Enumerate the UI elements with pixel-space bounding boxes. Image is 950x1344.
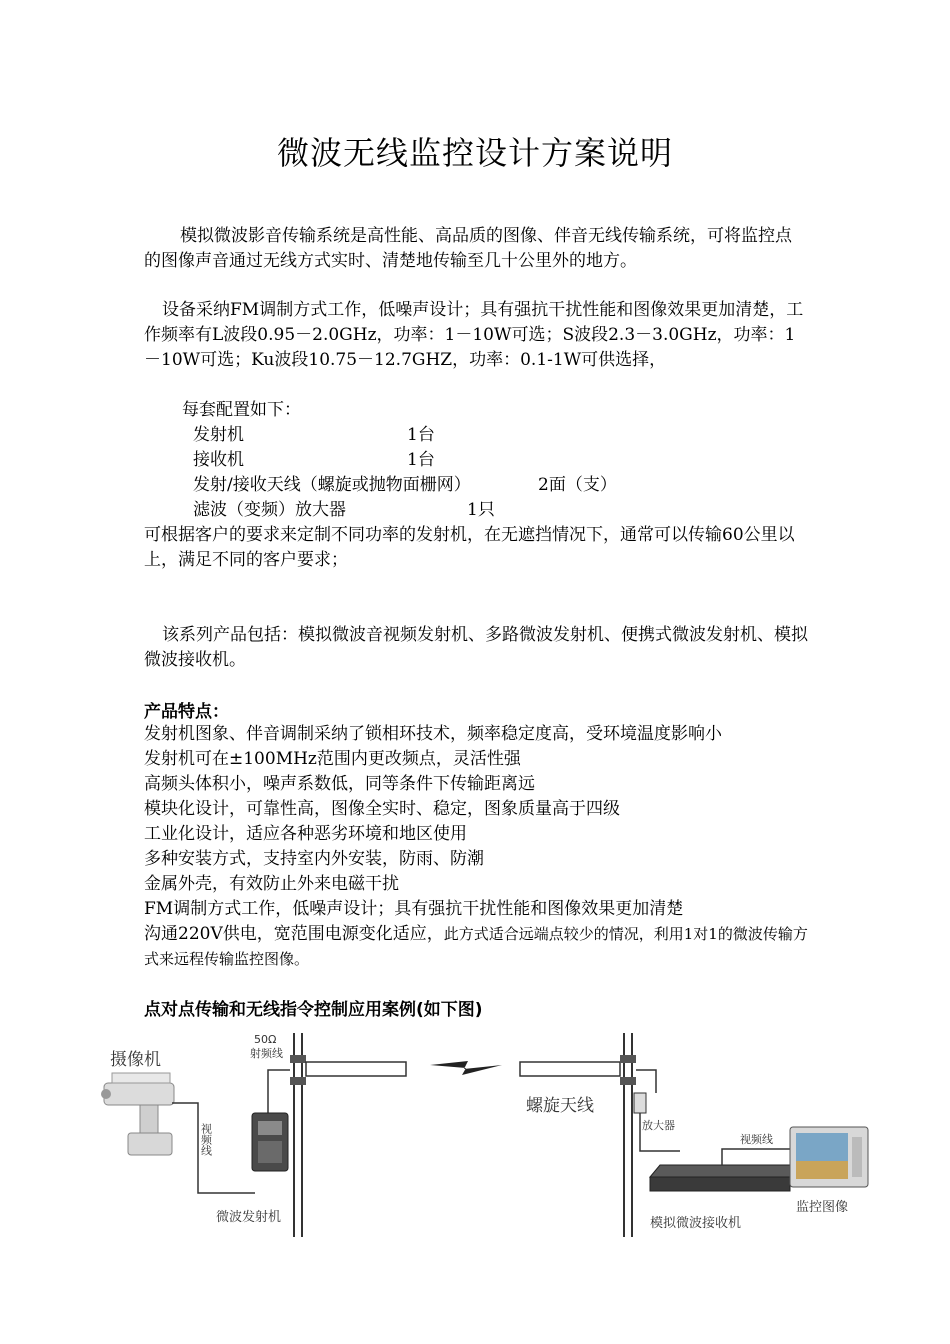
video-cable-right-label: 视频线: [740, 1133, 773, 1146]
monitor-label: 监控图像: [796, 1200, 849, 1215]
feature-item: 模块化设计，可靠性高，图像全实时、稳定，图象质量高于四级: [144, 799, 620, 819]
receiver-icon: [650, 1165, 800, 1191]
camera-icon: [101, 1073, 174, 1155]
application-diagram: [90, 1025, 880, 1245]
feature-item: 工业化设计，适应各种恶劣环境和地区使用: [144, 824, 467, 844]
config-item-name: 发射/接收天线（螺旋或抛物面栅网）: [193, 475, 471, 495]
feature-item: 发射机图象、伴音调制采纳了锁相环技术，频率稳定度高，受环境温度影响小: [144, 724, 722, 744]
config-item-name: 滤波（变频）放大器: [193, 500, 346, 520]
config-item-name: 发射机: [193, 425, 244, 445]
intro-paragraph: 模拟微波影音传输系统是高性能、高品质的图像、伴音无线传输系统，可将监控点的图像声音通过无线方式实时、清楚地传输至几十公里外的地方。: [144, 226, 792, 271]
camera-label: 摄像机: [110, 1050, 161, 1070]
config-item-qty: 2面（支）: [538, 475, 617, 495]
feature-item: 发射机可在±100MHz范围内更改频点，灵活性强: [144, 749, 521, 769]
power-paragraph: [144, 922, 808, 972]
method-text: 此方式适合远端点较少的情况，利用1对1的微波传输方式来远程传输监控图像。: [144, 925, 808, 968]
video-cable-left-line: [172, 1103, 255, 1193]
config-item-qty: 1台: [407, 425, 435, 445]
helix-antenna-label: 螺旋天线: [526, 1096, 594, 1116]
feature-item: FM调制方式工作，低噪声设计；具有强抗干扰性能和图像效果更加清楚: [144, 899, 684, 919]
feature-item: 多种安装方式，支持室内外安装，防雨、防潮: [144, 849, 484, 869]
rf-cable-label: 射频线: [250, 1047, 283, 1060]
features-title: 产品特点：: [144, 702, 229, 722]
amplifier-label: 放大器: [642, 1119, 675, 1132]
receiver-antenna: [520, 1062, 620, 1076]
rf-cable-ohm-label: 50Ω: [254, 1033, 277, 1046]
case-title: 点对点传输和无线指令控制应用案例(如下图): [144, 1000, 483, 1020]
video-cable-right-line: [722, 1149, 790, 1165]
config-item-name: 接收机: [193, 450, 244, 470]
config-header: 每套配置如下：: [182, 400, 301, 420]
config-item-qty: 1只: [467, 500, 495, 520]
transmitter-antenna: [306, 1062, 406, 1076]
video-cable-left-label: 视频线: [199, 1123, 213, 1156]
monitor-icon: [790, 1127, 868, 1187]
transmitter-label: 微波发射机: [216, 1210, 282, 1225]
config-item-qty: 1台: [407, 450, 435, 470]
wireless-link-icon: [430, 1061, 502, 1075]
custom-paragraph: 可根据客户的要求来定制不同功率的发射机，在无遮挡情况下，通常可以传输60公里以上，满足不同的客户要求；: [144, 525, 795, 570]
page-title: 微波无线监控设计方案说明: [276, 134, 673, 172]
receiver-label: 模拟微波接收机: [650, 1216, 742, 1231]
transmitter-icon: [252, 1113, 288, 1171]
equipment-paragraph: 设备采纳FM调制方式工作，低噪声设计；具有强抗干扰性能和图像效果更加清楚，工作频率有L波段0.95－2.0GHz，功率：1－10W可选；S波段2.3－3.0GHz，功率：1－10W可选；Ku波段10.75－12.7GHZ，功率：0.1-1W可供选择，: [144, 300, 804, 370]
amplifier-icon: [634, 1093, 646, 1113]
series-paragraph: 该系列产品包括：模拟微波音视频发射机、多路微波发射机、便携式微波发射机、模拟微波接收机。: [144, 625, 808, 670]
feature-item: 金属外壳，有效防止外来电磁干扰: [144, 874, 399, 894]
feature-item: 高频头体积小，噪声系数低，同等条件下传输距离远: [144, 774, 535, 794]
power-text: 沟通220V供电，宽范围电源变化适应，: [144, 924, 444, 944]
